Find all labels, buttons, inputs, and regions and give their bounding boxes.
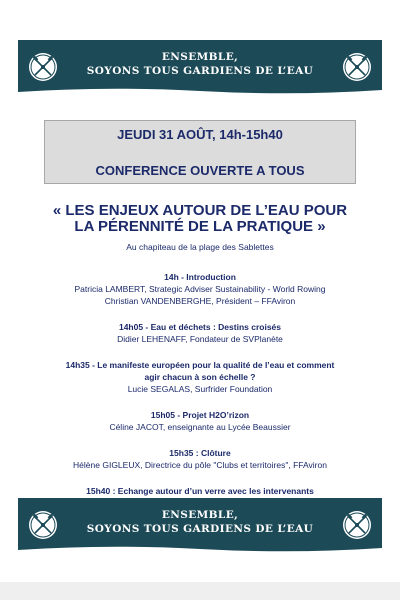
crossed-oars-emblem-icon (342, 52, 372, 82)
top-banner (18, 40, 382, 96)
venue: Au chapiteau de la plage des Sablettes (126, 242, 274, 252)
program-item-title-cont: agir chacun à son échelle ? (144, 372, 256, 382)
program-item (0, 447, 400, 471)
program-item-speaker: Céline JACOT, enseignante au Lycée Beaussier (109, 422, 291, 432)
banner-wave-edge (18, 544, 382, 554)
banner-wave-edge (18, 86, 382, 96)
banner-slogan (70, 498, 330, 546)
conference-title-line-1: « LES ENJEUX AUTOUR DE L’EAU POUR (52, 202, 348, 219)
program-item-title: 15h35 : Clôture (169, 448, 231, 458)
conference-title (30, 203, 370, 235)
program-item-title: 14h - Introduction (164, 272, 236, 282)
crossed-oars-emblem-icon (28, 52, 58, 82)
banner-line-1: ENSEMBLE, (161, 509, 239, 521)
conference-title-line-2: LA PÉRENNITÉ DE LA PRATIQUE » (74, 218, 326, 235)
bottom-banner (18, 498, 382, 554)
program-item-title: 14h35 - Le manifeste européen pour la qualité de l’eau et comment (65, 360, 335, 370)
program-item-title: 15h40 : Echange autour d’un verre avec les intervenants (86, 486, 314, 496)
crossed-oars-emblem-icon (28, 510, 58, 540)
event-subtitle: CONFERENCE OUVERTE A TOUS (95, 163, 305, 178)
program-item-title: 14h05 - Eau et déchets : Destins croisés (118, 322, 282, 332)
crossed-oars-emblem-icon (342, 510, 372, 540)
program-item-speaker: Hélène GIGLEUX, Directrice du pôle "Clubs et territoires", FFAviron (73, 460, 327, 470)
program-item (0, 271, 400, 307)
banner-line-1: ENSEMBLE, (161, 51, 239, 63)
program-item-speaker: Patricia LAMBERT, Strategic Adviser Sustainability - World Rowing (74, 284, 326, 294)
banner-line-2: SOYONS TOUS GARDIENS DE L’EAU (86, 65, 314, 77)
program-item-speaker: Lucie SEGALAS, Surfrider Foundation (127, 384, 273, 394)
program-item-speaker: Christian VANDENBERGHE, Président – FFAviron (104, 296, 296, 306)
banner-line-2: SOYONS TOUS GARDIENS DE L’EAU (86, 523, 314, 535)
program-item-speaker: Didier LEHENAFF, Fondateur de SVPlanète (117, 334, 283, 344)
program-item (0, 321, 400, 345)
program-item (0, 409, 400, 433)
event-date-time: JEUDI 31 AOÛT, 14h-15h40 (117, 127, 283, 142)
program-list (0, 271, 400, 497)
program-item-title: 15h05 - Projet H2O’rizon (150, 410, 250, 420)
event-date-box (44, 120, 356, 184)
program-item (0, 485, 400, 497)
program-item (0, 359, 400, 395)
banner-slogan (70, 40, 330, 88)
